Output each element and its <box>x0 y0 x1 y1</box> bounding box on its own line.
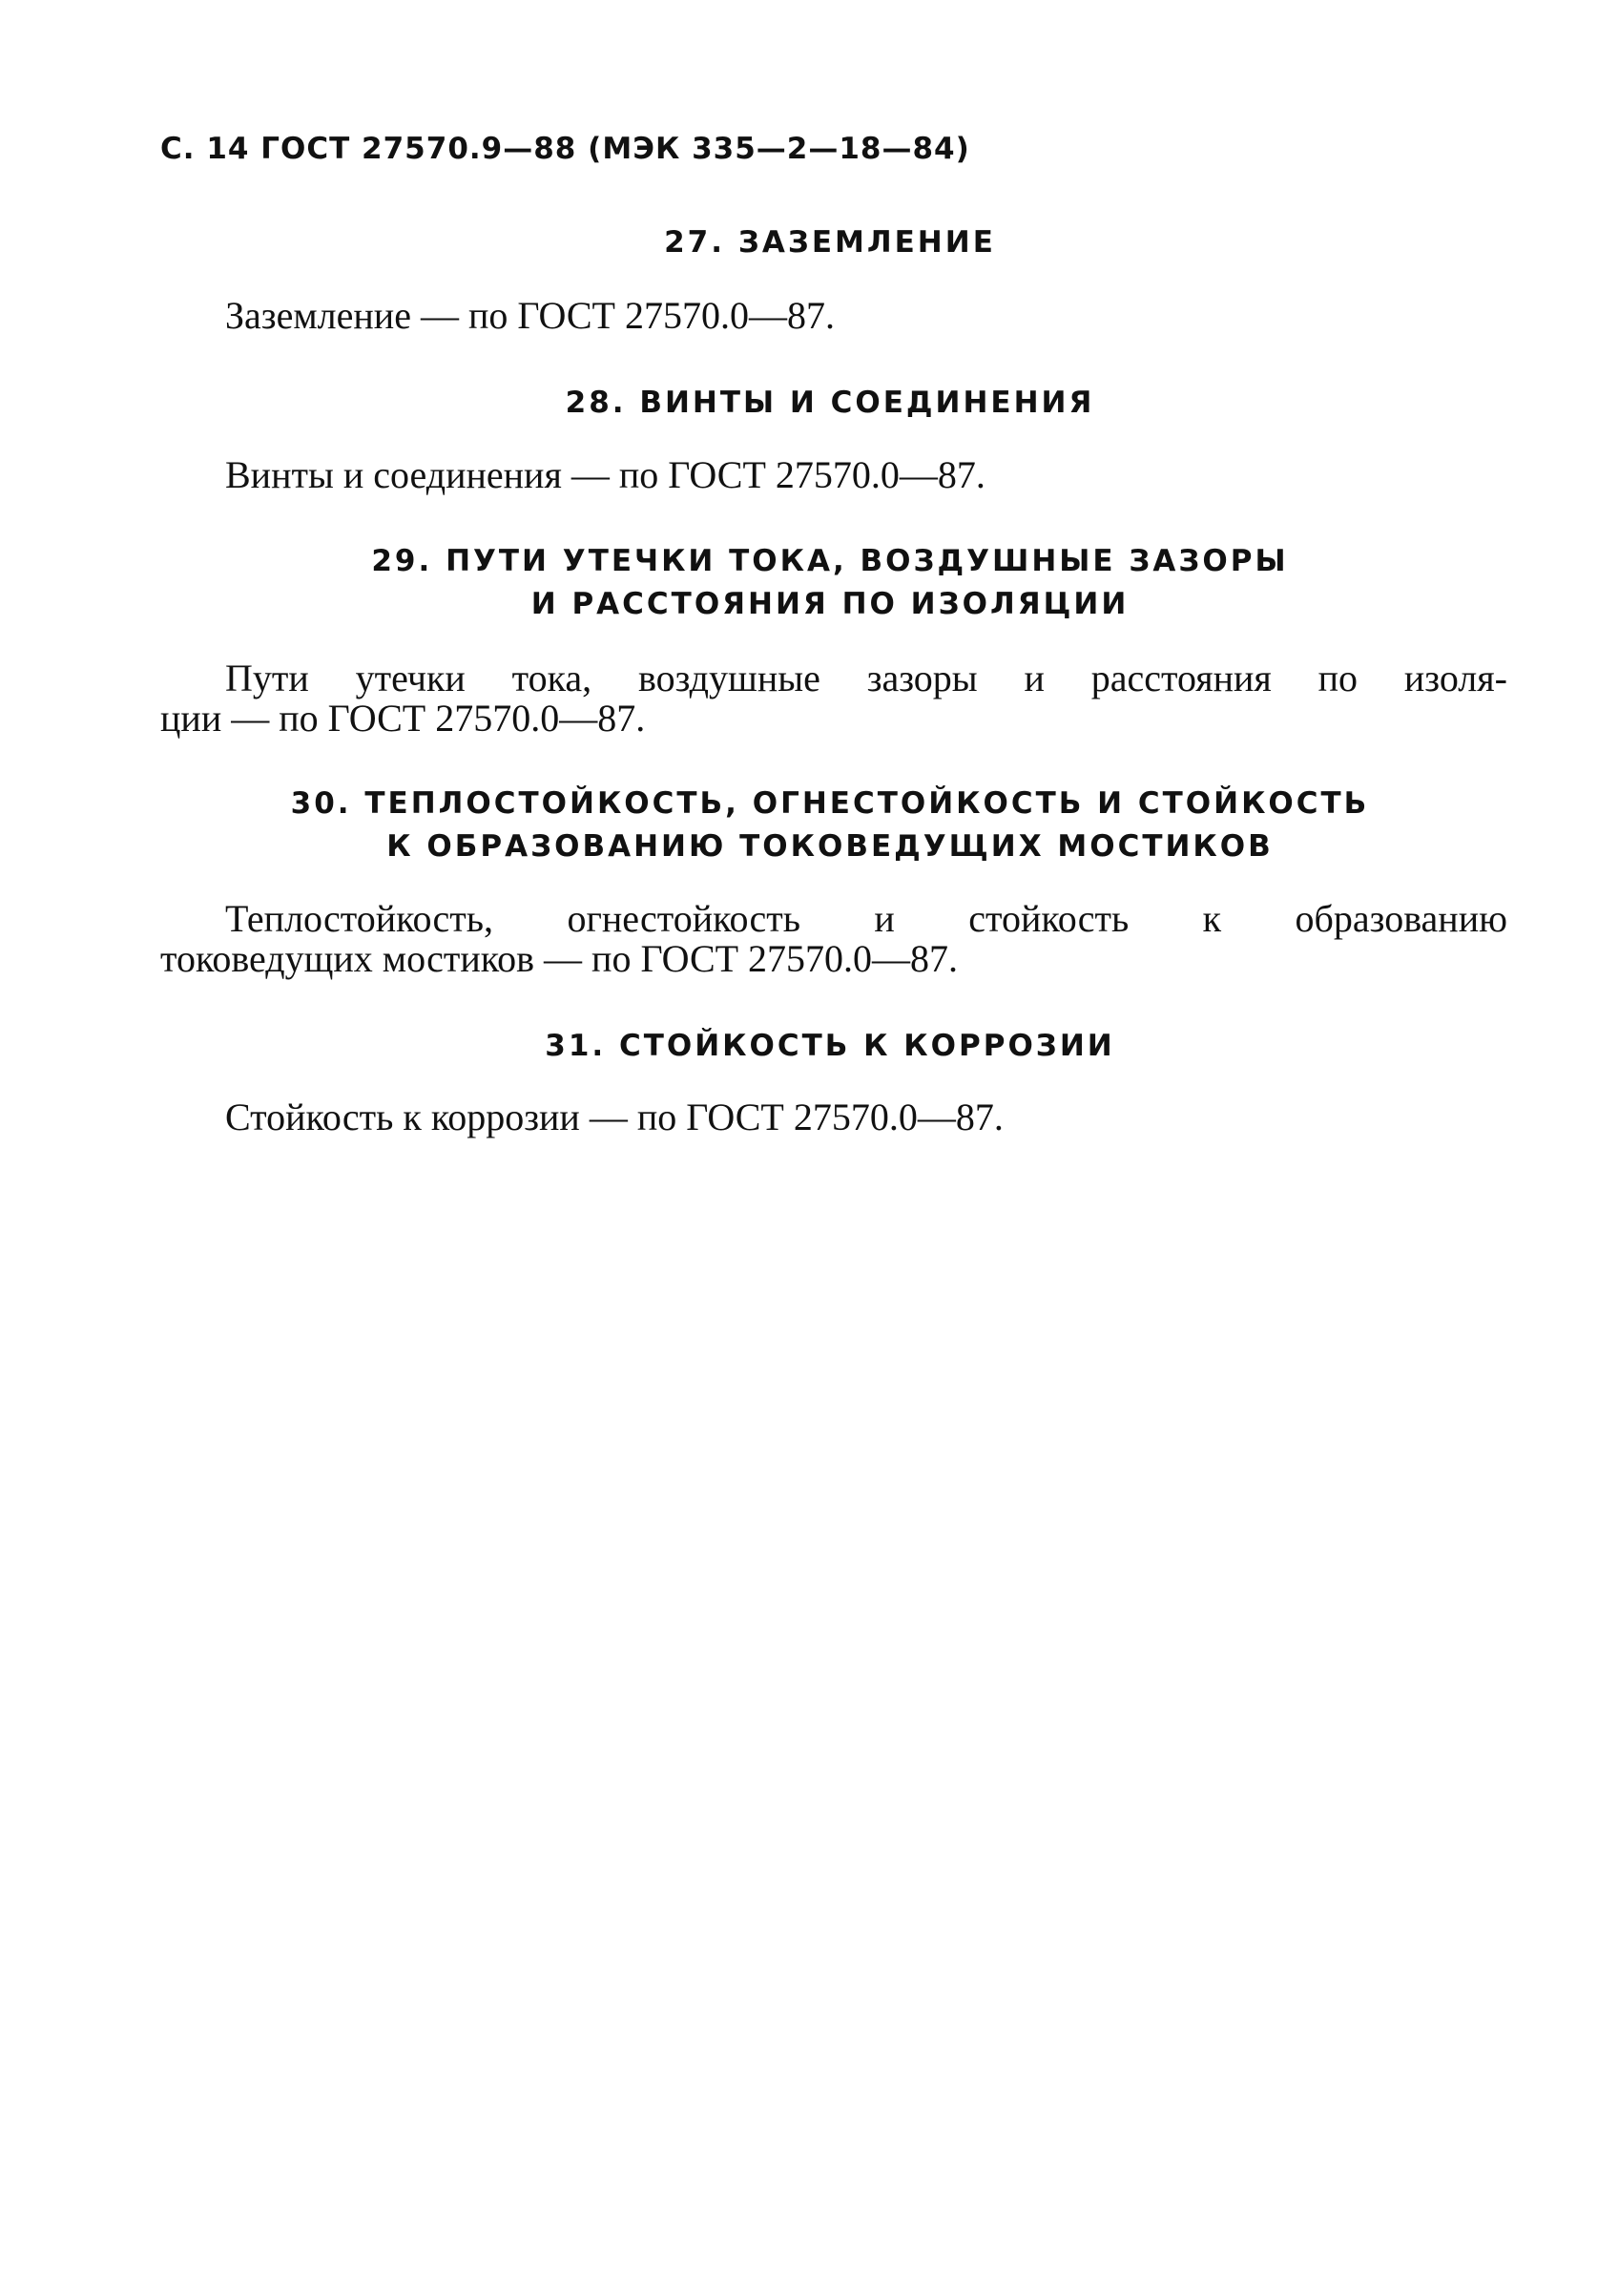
section-31-heading <box>153 1025 1507 1068</box>
section-30-heading <box>153 783 1507 868</box>
section-29-body-line-1: Пути утечки тока, воздушные зазоры и расстояния по изоля- <box>225 657 1507 699</box>
section-28-heading-line: 28. ВИНТЫ И СОЕДИНЕНИЯ <box>565 386 1095 420</box>
section-31-body-line: Стойкость к коррозии — по ГОСТ 27570.0—87. <box>225 1096 1004 1138</box>
section-27-heading-line: 27. ЗАЗЕМЛЕНИЕ <box>664 225 996 260</box>
section-29-heading-line-1: 29. ПУТИ УТЕЧКИ ТОКА, ВОЗДУШНЫЕ ЗАЗОРЫ <box>371 544 1289 578</box>
section-31-heading-line: 31. СТОЙКОСТЬ К КОРРОЗИИ <box>545 1029 1115 1063</box>
section-28-body-line: Винты и соединения — по ГОСТ 27570.0—87. <box>225 453 985 496</box>
section-27-body-line: Заземление — по ГОСТ 27570.0—87. <box>225 294 835 337</box>
section-28-body <box>225 455 985 495</box>
page-header: С. 14 ГОСТ 27570.9—88 (МЭК 335—2—18—84) <box>160 132 970 166</box>
section-29-body-line-2: ции — по ГОСТ 27570.0—87. <box>160 697 646 740</box>
section-30-heading-line-1: 30. ТЕПЛОСТОЙКОСТЬ, ОГНЕСТОЙКОСТЬ И СТОЙКОСТЬ <box>290 786 1370 821</box>
section-31-body <box>225 1097 1004 1138</box>
section-27-heading <box>153 221 1507 264</box>
section-29-heading <box>153 540 1507 626</box>
section-27-body <box>225 296 835 336</box>
section-30-body <box>160 899 1507 979</box>
section-28-heading <box>153 382 1507 425</box>
section-30-heading-line-2: К ОБРАЗОВАНИЮ ТОКОВЕДУЩИХ МОСТИКОВ <box>386 829 1274 864</box>
section-29-body <box>160 658 1507 739</box>
section-30-body-line-2: токоведущих мостиков — по ГОСТ 27570.0—87. <box>160 937 959 980</box>
section-29-heading-line-2: И РАССТОЯНИЯ ПО ИЗОЛЯЦИИ <box>530 587 1130 621</box>
section-30-body-line-1: Теплостойкость, огнестойкость и стойкость к образованию <box>225 897 1507 940</box>
